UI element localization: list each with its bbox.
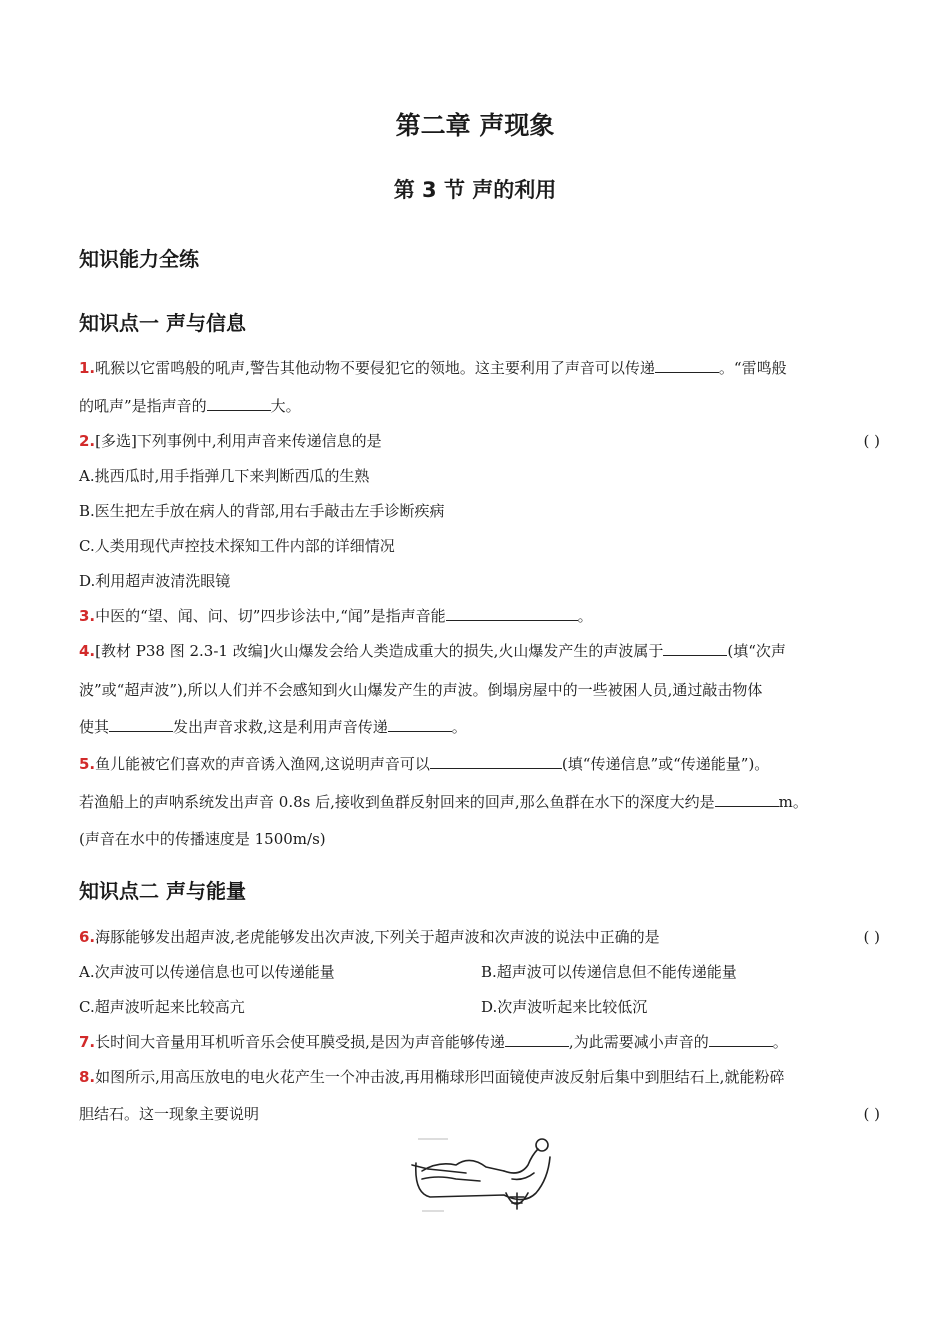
q1-blank-1[interactable]: [655, 358, 719, 373]
q8-number: 8.: [79, 1068, 96, 1086]
patient-torso: [504, 1149, 538, 1173]
q1-line-1: 1.吼猴以它雷鸣般的吼声,警告其他动物不要侵犯它的领地。这主要利用了声音可以传递 。“雷鸣般: [79, 359, 787, 377]
q7-blank-2[interactable]: [709, 1032, 773, 1047]
q1-line-2: 的吼声”是指声音的 大。: [79, 397, 301, 415]
q5-line-1: 5.鱼儿能被它们喜欢的声音诱入渔网,这说明声音可以 (填“传递信息”或“传递能量”)。: [79, 755, 770, 773]
q5-blank-1[interactable]: [430, 754, 562, 769]
q6-answer-paren[interactable]: ( ): [863, 928, 880, 946]
knowledge-point-2-heading: 知识点二 声与能量: [79, 879, 246, 903]
q2-option-a: A.挑西瓜时,用手指弹几下来判断西瓜的生熟: [79, 467, 370, 485]
chapter-title: 第二章 声现象: [395, 111, 555, 140]
q4-line-2: 波”或“超声波”),所以人们并不会感知到火山爆发产生的声波。倒塌房屋中的一些被困人员,通过敲击物体: [79, 681, 763, 699]
q2-answer-paren[interactable]: ( ): [863, 432, 880, 450]
q8-line-1: 8.如图所示,用高压放电的电火花产生一个冲击波,再用椭球形凹面镜使声波反射后集中到胆结石上,就能粉碎: [79, 1068, 785, 1086]
q2-option-c: C.人类用现代声控技术探知工件内部的详细情况: [79, 537, 395, 555]
bath-outline: [416, 1157, 550, 1200]
q6-option-b: B.超声波可以传递信息但不能传递能量: [481, 963, 737, 981]
q1-blank-2[interactable]: [207, 396, 271, 411]
q5-line-3: (声音在水中的传播速度是 1500m/s): [79, 830, 326, 848]
q8-answer-paren[interactable]: ( ): [863, 1105, 880, 1123]
q4-line-1: 4.[教材 P38 图 2.3-1 改编]火山爆发会给人类造成重大的损失,火山爆发产生的声波属于 (填“次声: [79, 642, 786, 660]
q7-line: 7.长时间大音量用耳机听音乐会使耳膜受损,是因为声音能够传递 ,为此需要减小声音的 。: [79, 1033, 788, 1051]
q2-option-b: B.医生把左手放在病人的背部,用右手敲击左手诊断疾病: [79, 502, 445, 520]
knowledge-point-1-heading: 知识点一 声与信息: [79, 311, 246, 335]
q6-option-d: D.次声波听起来比较低沉: [481, 998, 648, 1016]
q4-blank-1[interactable]: [663, 641, 727, 656]
q5-blank-2[interactable]: [715, 792, 779, 807]
q4-number: 4.: [79, 642, 96, 660]
lithotripsy-figure: [408, 1135, 558, 1217]
q7-number: 7.: [79, 1033, 96, 1051]
practice-heading: 知识能力全练: [79, 247, 199, 271]
patient-arm: [512, 1173, 534, 1179]
bath-rim: [412, 1165, 466, 1173]
patient-lower-leg: [422, 1177, 480, 1181]
q6-option-c: C.超声波听起来比较高亢: [79, 998, 245, 1016]
q6-number: 6.: [79, 928, 96, 946]
q5-line-2: 若渔船上的声呐系统发出声音 0.8s 后,接收到鱼群反射回来的回声,那么鱼群在水下的深度大约是 m。: [79, 793, 808, 811]
patient-head: [536, 1139, 548, 1151]
q3-line: 3.中医的“望、闻、问、切”四步诊法中,“闻”是指声音能 。: [79, 607, 593, 625]
q2-option-d: D.利用超声波清洗眼镜: [79, 572, 231, 590]
q8-line-2: 胆结石。这一现象主要说明: [79, 1105, 260, 1123]
q1-number: 1.: [79, 359, 96, 377]
q5-number: 5.: [79, 755, 96, 773]
q7-blank-1[interactable]: [505, 1032, 569, 1047]
q4-line-3: 使其 发出声音求救,这是利用声音传递 。: [79, 718, 467, 736]
q3-number: 3.: [79, 607, 96, 625]
q4-blank-2[interactable]: [109, 717, 173, 732]
q4-blank-3[interactable]: [388, 717, 452, 732]
q2-number: 2.: [79, 432, 96, 450]
q6-option-a: A.次声波可以传递信息也可以传递能量: [79, 963, 335, 981]
q2-stem: 2.[多选]下列事例中,利用声音来传递信息的是: [79, 432, 382, 450]
q6-stem: 6.海豚能够发出超声波,老虎能够发出次声波,下列关于超声波和次声波的说法中正确的是: [79, 928, 660, 946]
q3-blank[interactable]: [446, 606, 578, 621]
section-title: 第 3 节 声的利用: [393, 178, 557, 202]
